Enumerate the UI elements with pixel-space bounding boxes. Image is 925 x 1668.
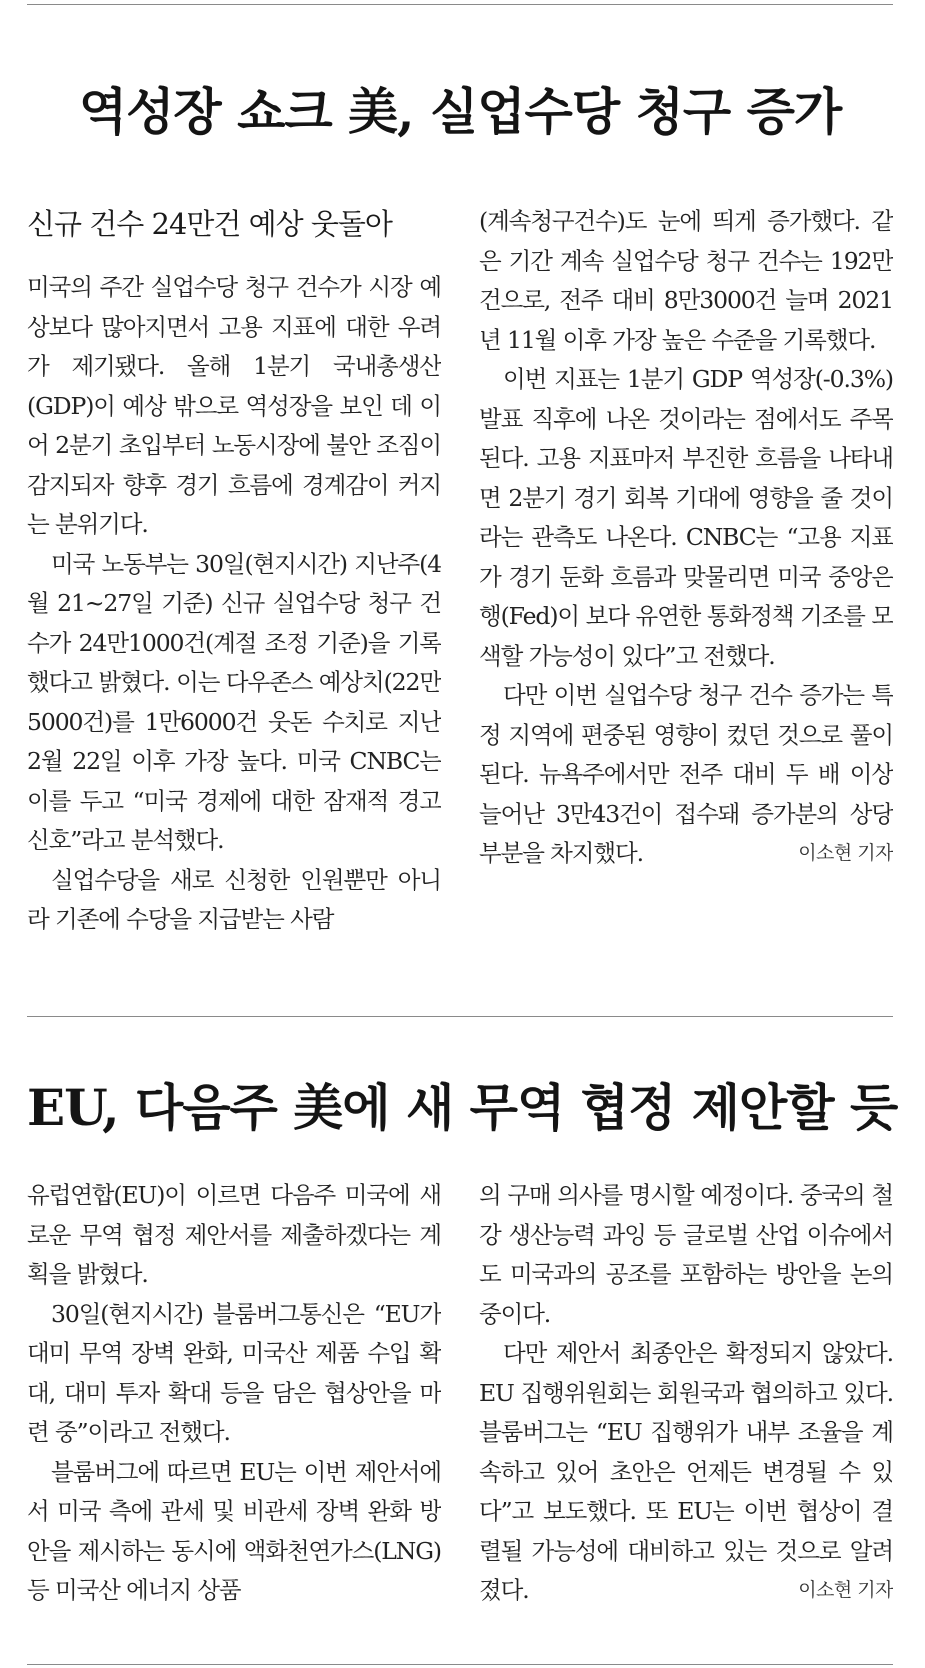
article2-paragraph-text: 다만 제안서 최종안은 확정되지 않았다. EU 집행위원회는 회원국과 협의하고 있다. 블룸버그는 “EU 집행위가 내부 조율을 계속하고 있어 초안은 언제든 변경될 수 있다”고 보도했다. 또 EU는 이번 협상이 결렬될 가능성에 대비하고 있는 것으로 알려졌다. [479, 1339, 893, 1604]
article2-paragraph [479, 1334, 893, 1611]
article1-paragraph: 실업수당을 새로 신청한 인원뿐만 아니라 기존에 수당을 지급받는 사람 [27, 865, 441, 933]
article2-paragraph: 의 구매 의사를 명시할 예정이다. 중국의 철강 생산능력 과잉 등 글로벌 산업 이슈에서도 미국과의 공조를 포함하는 방안을 논의 중이다. [479, 1181, 893, 1328]
top-divider [27, 4, 893, 5]
article1-paragraph: (계속청구건수)도 눈에 띄게 증가했다. 같은 기간 계속 실업수당 청구 건수는 192만 건으로, 전주 대비 8만3000건 늘며 2021년 11월 이후 가장 높은 수준을 기록했다. [479, 207, 893, 354]
article1-subhead: 신규 건수 24만건 예상 웃돌아 [27, 207, 392, 241]
bottom-divider [27, 1664, 893, 1665]
article1-paragraph: 미국 노동부는 30일(현지시간) 지난주(4월 21~27일 기준) 신규 실업수당 청구 건수가 24만1000건(계절 조정 기준)을 기록했다고 밝혔다. 이는 다우존스 예상치(22만5000건)를 1만6000건 웃돈 수치로 지난 2월 22일 이후 가장 높다. 미국 CNBC는 이를 두고 “미국 경제에 대한 잠재적 경고 신호”라고 분석했다. [27, 549, 441, 854]
article1-right-column [479, 202, 893, 974]
article1-paragraph: 이번 지표는 1분기 GDP 역성장(-0.3%) 발표 직후에 나온 것이라는 점에서도 주목된다. 고용 지표마저 부진한 흐름을 나타내면 2분기 경기 회복 기대에 영향을 줄 것이라는 관측도 나온다. CNBC는 “고용 지표가 경기 둔화 흐름과 맞물리면 미국 중앙은행(Fed)이 보다 유연한 통화정책 기조를 모색할 가능성이 있다”고 전했다. [479, 365, 893, 670]
article2-paragraph: 30일(현지시간) 블룸버그통신은 “EU가 대미 무역 장벽 완화, 미국산 제품 수입 확대, 대미 투자 확대 등을 담은 협상안을 마련 중”이라고 전했다. [27, 1299, 441, 1446]
article-divider [27, 1016, 893, 1017]
article1-paragraph-text: 다만 이번 실업수당 청구 건수 증가는 특정 지역에 편중된 영향이 컸던 것으로 풀이된다. 뉴욕주에서만 전주 대비 두 배 이상 늘어난 3만43건이 접수돼 증가분의 상당 부분을 차지했다. [479, 681, 893, 867]
article2-paragraph: 유럽연합(EU)이 이르면 다음주 미국에 새로운 무역 협정 제안서를 제출하겠다는 계획을 밝혔다. [27, 1181, 441, 1288]
article2-left-column [27, 1176, 441, 1622]
article1-paragraph [479, 676, 893, 874]
article2-headline: EU, 다음주 美에 새 무역 협정 제안할 듯 [27, 1078, 898, 1137]
article1-left-column [27, 204, 441, 974]
article1-byline: 이소현 기자 [798, 842, 893, 864]
article2-right-column [479, 1176, 893, 1622]
article1-paragraph: 미국의 주간 실업수당 청구 건수가 시장 예상보다 많아지면서 고용 지표에 대한 우려가 제기됐다. 올해 1분기 국내총생산(GDP)이 예상 밖으로 역성장을 보인 데 이어 2분기 초입부터 노동시장에 불안 조짐이 감지되자 향후 경기 흐름에 경계감이 커지는 분위기다. [27, 273, 441, 538]
article1-headline: 역성장 쇼크 美, 실업수당 청구 증가 [78, 82, 842, 141]
article2-byline: 이소현 기자 [798, 1579, 893, 1601]
article2-paragraph: 블룸버그에 따르면 EU는 이번 제안서에서 미국 측에 관세 및 비관세 장벽 완화 방안을 제시하는 동시에 액화천연가스(LNG) 등 미국산 에너지 상품 [27, 1457, 441, 1604]
